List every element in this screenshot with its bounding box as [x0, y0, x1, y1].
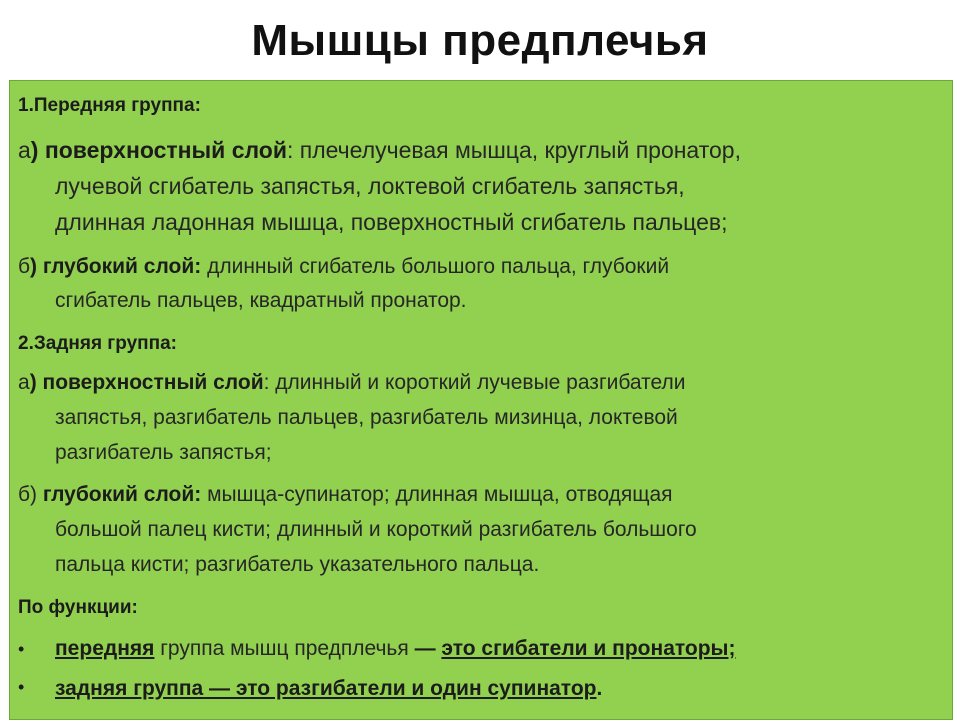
anterior-function-semicolon: ; — [728, 637, 736, 660]
anterior-deep-text-1: длинный сгибатель большого пальца, глубокий — [201, 255, 670, 278]
content-panel — [9, 80, 953, 720]
anterior-superficial-text-1: : плечелучевая мышца, круглый пронатор, — [287, 137, 741, 163]
posterior-superficial-text-1: : длинный и короткий лучевые разгибатели — [263, 371, 686, 394]
posterior-superficial-prefix: а — [18, 371, 30, 394]
anterior-deep-text-2: сгибатель пальцев, квадратный пронатор. — [55, 289, 467, 312]
posterior-deep-prefix: б) — [18, 483, 38, 506]
posterior-deep-line-1 — [18, 483, 673, 507]
bullet-icon: • — [18, 677, 25, 697]
anterior-deep-prefix: б — [18, 255, 31, 278]
anterior-superficial-label: ) поверхностный слой — [30, 137, 287, 163]
function-bullet-posterior — [55, 677, 602, 701]
function-heading: По функции: — [18, 597, 138, 618]
anterior-function-label: передняя — [55, 637, 155, 660]
posterior-deep-text-2: большой палец кисти; длинный и короткий разгибатель большого — [55, 518, 697, 541]
anterior-deep-label: ) глубокий слой: — [30, 255, 202, 278]
posterior-group-heading: 2.Задняя группа: — [18, 333, 177, 354]
anterior-superficial-line-1 — [18, 137, 741, 164]
anterior-function-role: это сгибатели и пронаторы — [441, 637, 729, 660]
function-bullet-anterior — [55, 637, 735, 661]
posterior-superficial-line-1 — [18, 371, 685, 395]
anterior-function-text: группа мышц предплечья — [154, 637, 415, 660]
em-dash: — — [414, 637, 436, 660]
posterior-superficial-text-3: разгибатель запястья; — [55, 441, 272, 464]
page-title: Мышцы предплечья — [251, 16, 709, 65]
posterior-function-period: . — [596, 677, 603, 700]
posterior-function-text: задняя группа — это разгибатели и один супинатор — [55, 677, 597, 700]
bullet-icon: • — [18, 639, 25, 659]
posterior-deep-text-3: пальца кисти; разгибатель указательного пальца. — [55, 553, 540, 576]
anterior-superficial-text-3: длинная ладонная мышца, поверхностный сгибатель пальцев; — [55, 209, 728, 235]
posterior-deep-text-1: мышца-супинатор; длинная мышца, отводящая — [201, 483, 673, 506]
anterior-group-heading: 1.Передняя группа: — [18, 95, 201, 116]
anterior-superficial-prefix: а — [18, 137, 31, 163]
anterior-deep-line-1 — [18, 255, 669, 279]
posterior-superficial-label: ) поверхностный слой — [29, 371, 264, 394]
anterior-superficial-text-2: лучевой сгибатель запястья, локтевой сгибатель запястья, — [55, 173, 685, 199]
posterior-deep-label: глубокий слой: — [37, 483, 202, 506]
posterior-superficial-text-2: запястья, разгибатель пальцев, разгибатель мизинца, локтевой — [55, 406, 678, 429]
